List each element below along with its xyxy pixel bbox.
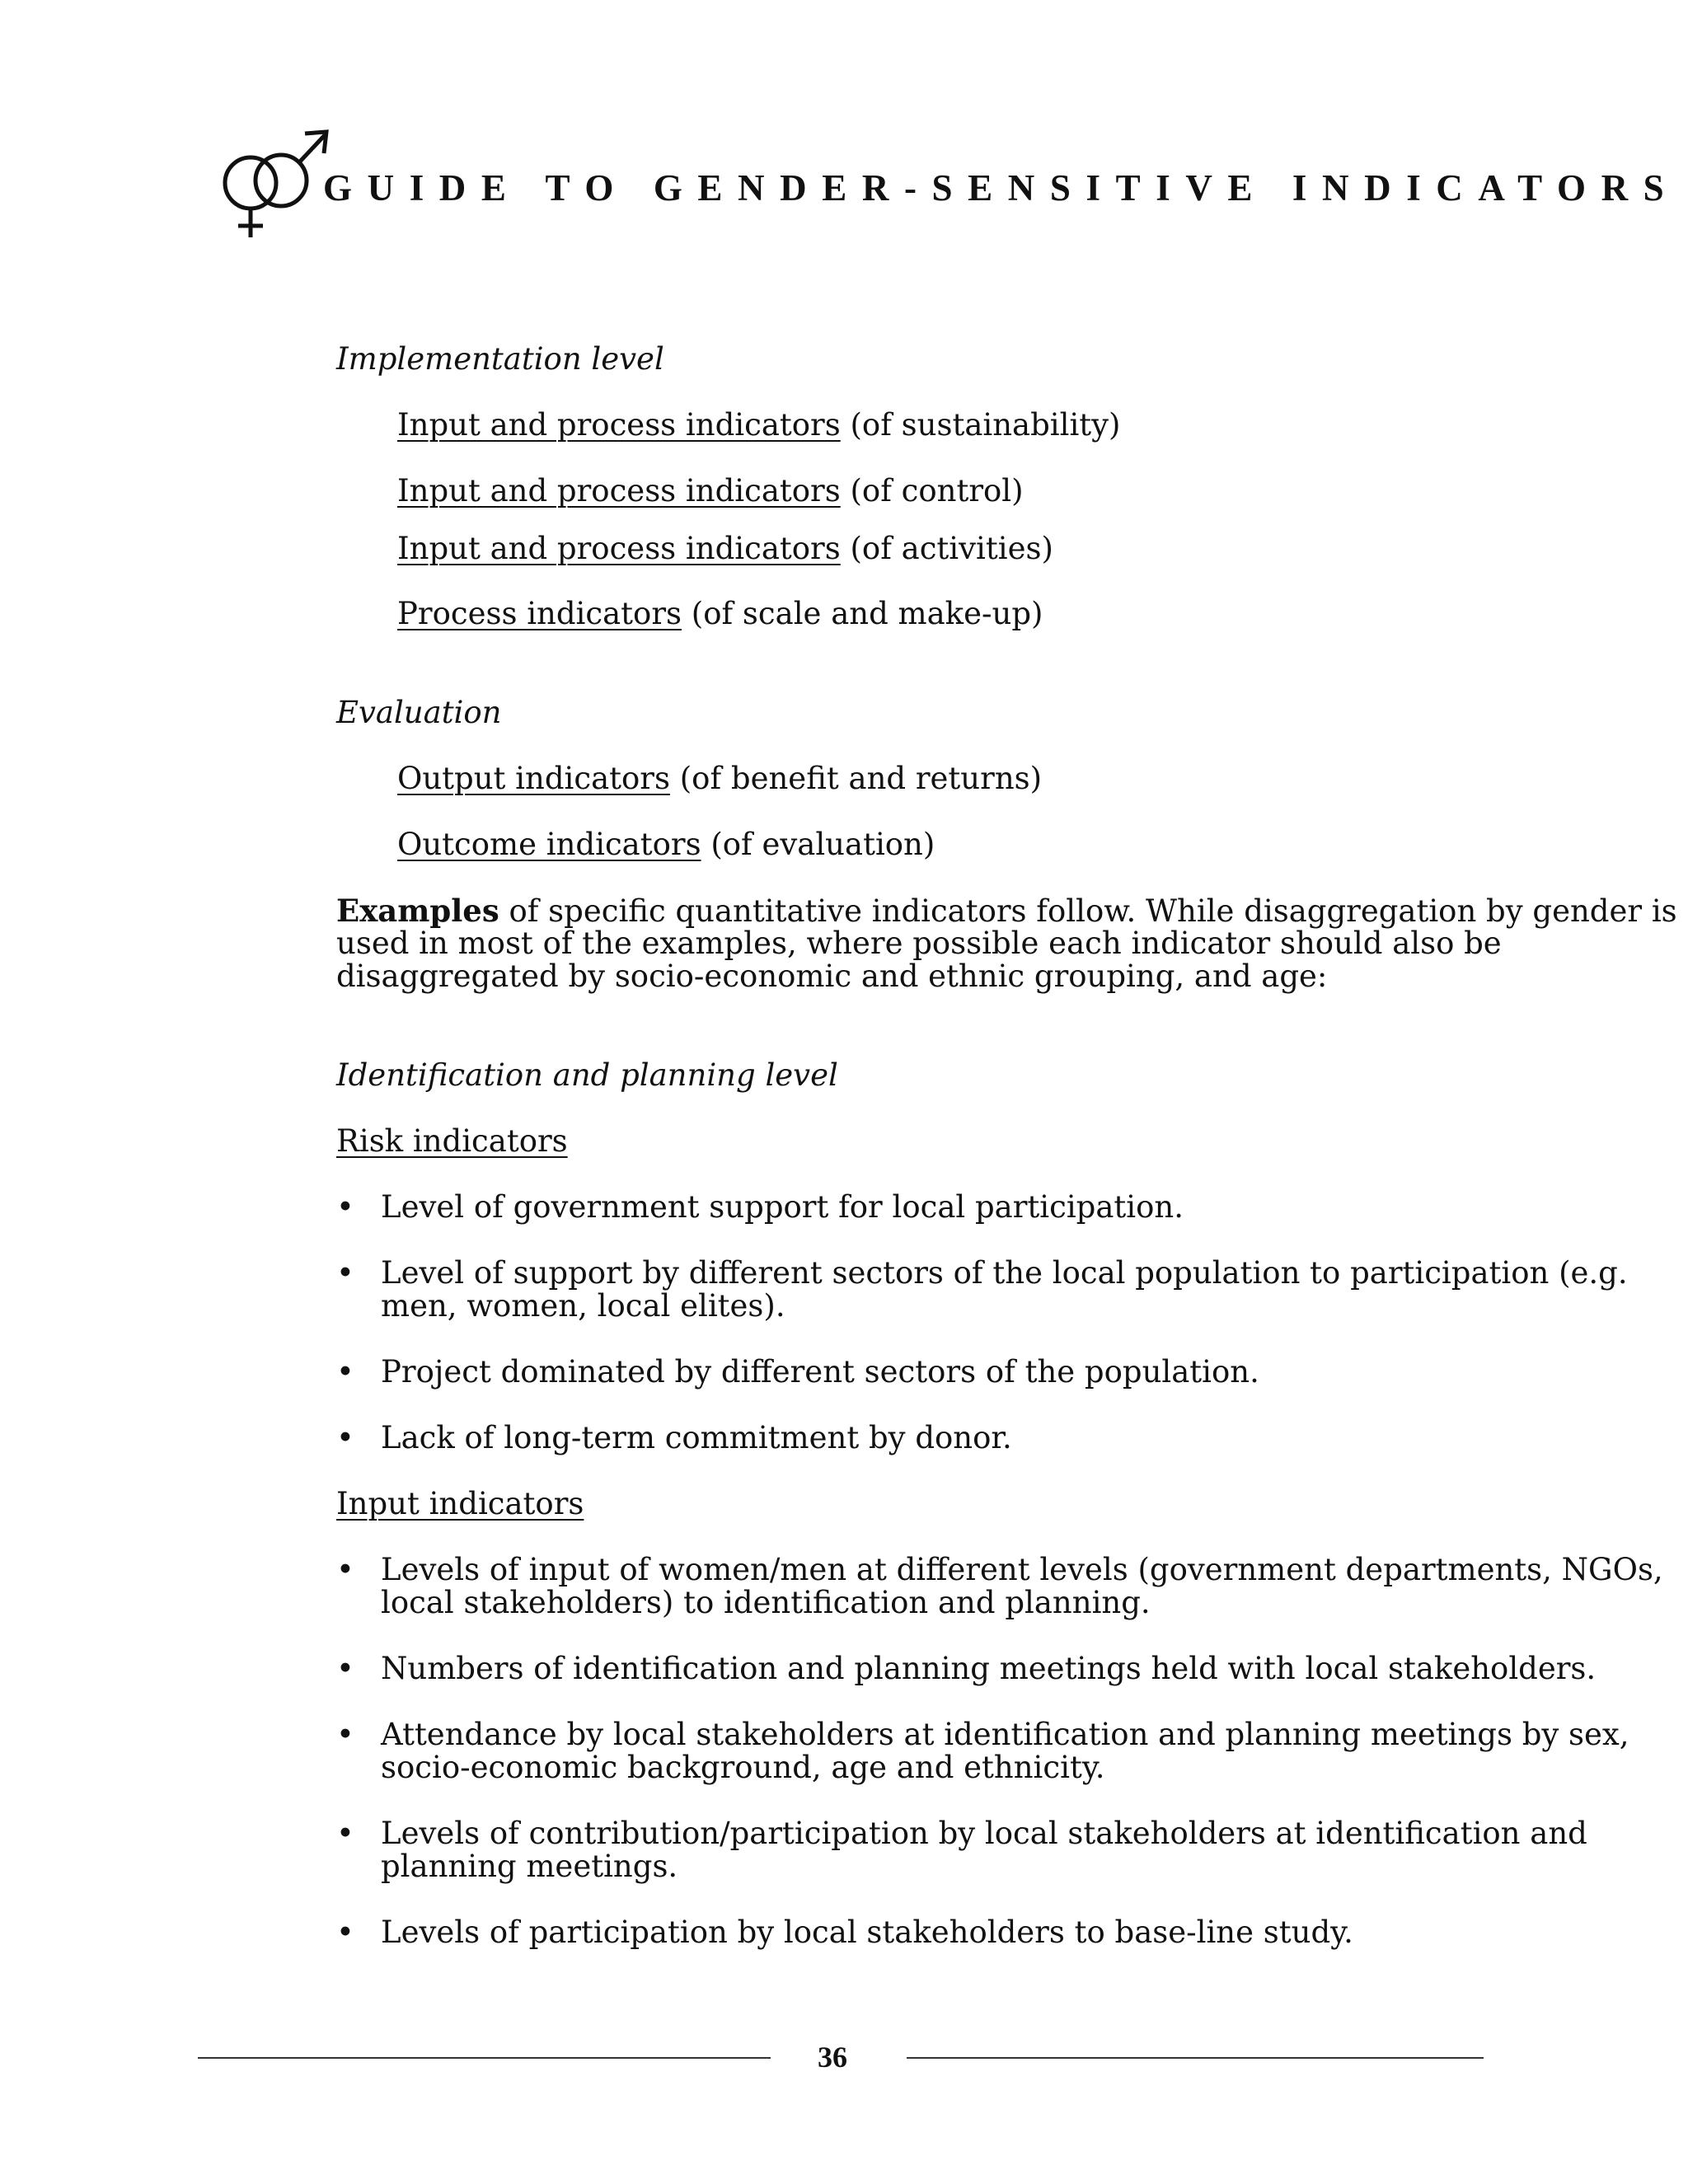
- bullet-text: planning meetings.: [381, 1849, 678, 1884]
- indicator-suffix: (of activities): [840, 531, 1053, 566]
- bullet-text: socio-economic background, age and ethnicity.: [381, 1750, 1105, 1785]
- implementation-item: [397, 409, 1121, 442]
- page-header: [208, 124, 1680, 247]
- examples-paragraph-line: disaggregated by socio-economic and ethnic grouping, and age:: [336, 958, 1328, 994]
- bullet-text: Level of support by different sectors of the local population to participation (e.g.: [381, 1255, 1628, 1291]
- evaluation-heading: Evaluation: [336, 695, 502, 730]
- indicator-link: Input and process indicators: [397, 473, 841, 509]
- bullet-text: Levels of participation by local stakeholders to base-line study.: [381, 1915, 1353, 1950]
- identification-heading: Identification and planning level: [336, 1057, 838, 1093]
- bullet-icon: •: [336, 1420, 354, 1455]
- bullet-icon: •: [336, 1915, 354, 1950]
- bullet-icon: •: [336, 1651, 354, 1686]
- indicator-link: Outcome indicators: [397, 827, 701, 862]
- implementation-heading: Implementation level: [336, 341, 664, 377]
- indicator-link: Input and process indicators: [397, 407, 841, 443]
- indicator-suffix: (of benefit and returns): [669, 761, 1043, 796]
- examples-paragraph-line: used in most of the examples, where possible each indicator should also be: [336, 926, 1502, 961]
- header-title: GUIDE TO GENDER-SENSITIVE INDICATORS: [323, 167, 1680, 209]
- bullet-text: Project dominated by different sectors of the population.: [381, 1354, 1259, 1390]
- risk-indicators-heading: Risk indicators: [336, 1123, 568, 1159]
- bullet-text: men, women, local elites).: [381, 1288, 785, 1324]
- indicator-link: Input and process indicators: [397, 531, 841, 566]
- bullet-text: Numbers of identification and planning meetings held with local stakeholders.: [381, 1651, 1597, 1686]
- indicator-suffix: (of sustainability): [840, 407, 1121, 443]
- examples-text: of specific quantitative indicators follow. While disaggregation by gender is: [499, 893, 1677, 929]
- evaluation-item: [397, 828, 935, 861]
- bullet-text: Lack of long-term commitment by donor.: [381, 1420, 1012, 1455]
- bullet-icon: •: [336, 1255, 354, 1291]
- indicator-link: Output indicators: [397, 761, 670, 796]
- bullet-icon: •: [336, 1717, 354, 1752]
- bullet-icon: •: [336, 1189, 354, 1225]
- indicator-suffix: (of evaluation): [701, 827, 935, 862]
- bullet-text: Levels of contribution/participation by local stakeholders at identification and: [381, 1816, 1587, 1851]
- gender-symbols-icon: [208, 124, 331, 247]
- bullet-icon: •: [336, 1552, 354, 1587]
- bullet-icon: •: [336, 1816, 354, 1851]
- implementation-item: [397, 598, 1043, 630]
- indicator-suffix: (of control): [840, 473, 1024, 509]
- evaluation-item: [397, 762, 1042, 795]
- bullet-text: Levels of input of women/men at different levels (government departments, NGOs,: [381, 1552, 1663, 1587]
- indicator-suffix: (of scale and make-up): [682, 596, 1043, 631]
- input-indicators-heading: Input indicators: [336, 1486, 584, 1521]
- implementation-item: [397, 475, 1024, 508]
- implementation-item: [397, 532, 1053, 565]
- examples-paragraph-line: [336, 894, 1677, 928]
- footer-rule-right: [907, 2057, 1484, 2059]
- footer-rule-left: [198, 2057, 771, 2059]
- examples-bold: Examples: [336, 893, 499, 929]
- bullet-text: local stakeholders) to identification and planning.: [381, 1585, 1151, 1620]
- bullet-text: Attendance by local stakeholders at identification and planning meetings by sex,: [381, 1717, 1629, 1752]
- indicator-link: Process indicators: [397, 596, 682, 631]
- page-number: 36: [818, 2041, 847, 2074]
- bullet-icon: •: [336, 1354, 354, 1390]
- bullet-text: Level of government support for local participation.: [381, 1189, 1184, 1225]
